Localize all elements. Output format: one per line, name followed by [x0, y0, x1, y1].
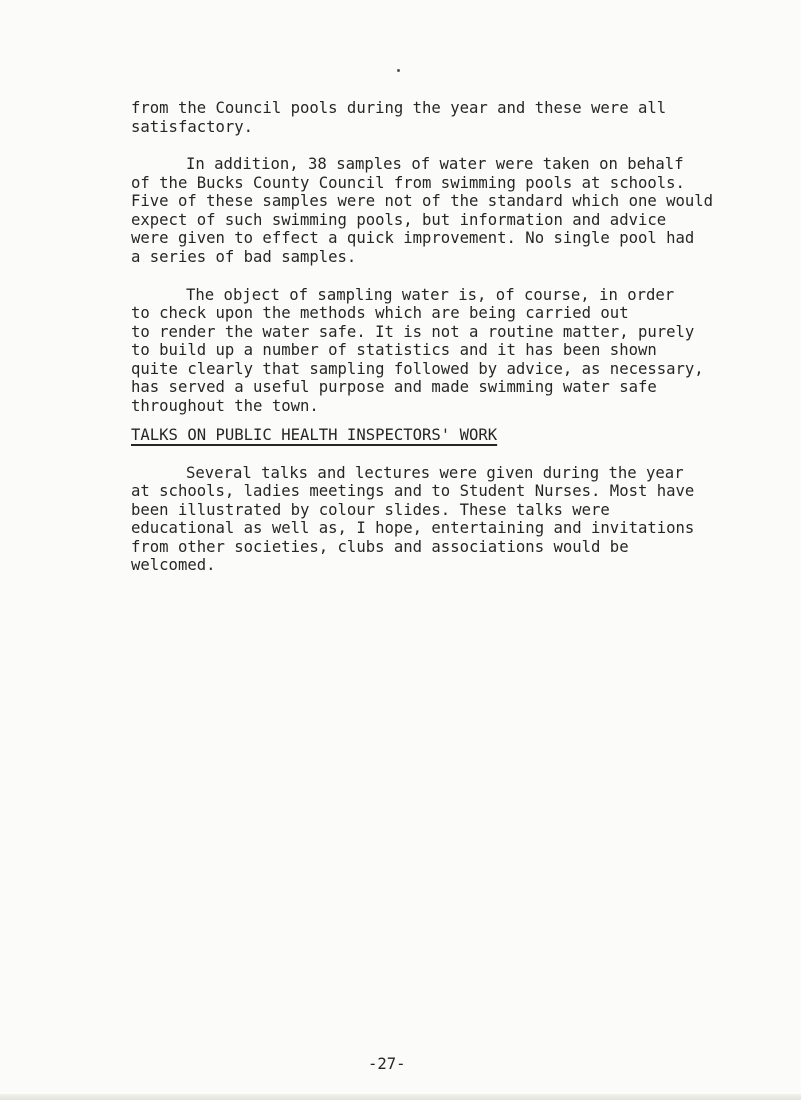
paragraph-4-line: from other societies, clubs and associations would be [131, 538, 629, 556]
paragraph-4-line: been illustrated by colour slides. These talks were [131, 501, 610, 519]
paragraph-2-line: a series of bad samples. [131, 248, 357, 266]
paragraph-4-line: at schools, ladies meetings and to Student Nurses. Most have [131, 482, 695, 500]
paragraph-2-line: expect of such swimming pools, but information and advice [131, 211, 667, 229]
paragraph-2-line: Five of these samples were not of the standard which one would [131, 192, 714, 210]
paragraph-4-line: educational as well as, I hope, entertaining and invitations [131, 519, 695, 537]
paragraph-1-line-2: satisfactory. [131, 118, 254, 136]
paragraph-4-line: welcomed. [131, 556, 216, 574]
page-bottom-edge [0, 1094, 801, 1100]
paragraph-3-line: to render the water safe. It is not a routine matter, purely [131, 323, 695, 341]
paragraph-3-line: has served a useful purpose and made swimming water safe [131, 378, 657, 396]
paragraph-3-line: to build up a number of statistics and it has been shown [131, 341, 657, 359]
paragraph-3-line: quite clearly that sampling followed by advice, as necessary, [131, 360, 704, 378]
page-number: -27- [368, 1055, 406, 1073]
section-heading: TALKS ON PUBLIC HEALTH INSPECTORS' WORK [131, 426, 498, 444]
paragraph-2-line: were given to effect a quick improvement. No single pool had [131, 229, 695, 247]
paragraph-3-first-line: The object of sampling water is, of course, in order [186, 286, 675, 304]
paragraph-2-first-line: In addition, 38 samples of water were taken on behalf [186, 155, 684, 173]
paragraph-3-line: throughout the town. [131, 397, 319, 415]
paragraph-1-line-1: from the Council pools during the year and these were all [131, 99, 667, 117]
paragraph-3-line: to check upon the methods which are being carried out [131, 304, 629, 322]
paragraph-4-first-line: Several talks and lectures were given during the year [186, 464, 684, 482]
paragraph-2-line: of the Bucks County Council from swimming pools at schools. [131, 174, 685, 192]
print-speck [397, 69, 400, 72]
